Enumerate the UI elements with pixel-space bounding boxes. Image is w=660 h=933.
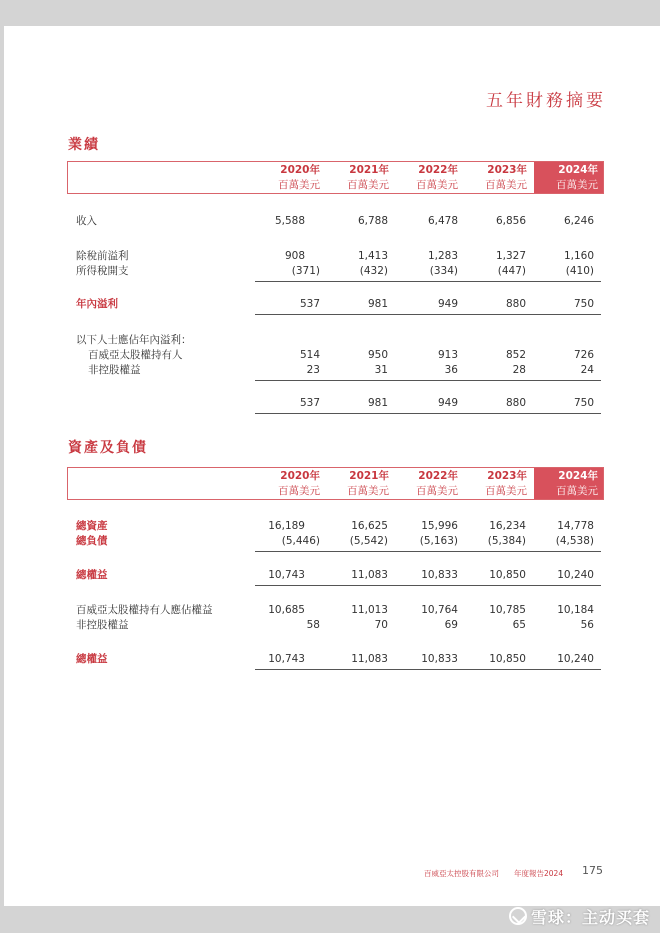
cell: 15,996: [421, 520, 458, 532]
cell: 1,413: [357, 250, 388, 262]
cell: 949: [437, 397, 458, 409]
cell: 36: [444, 364, 458, 376]
table-row: [4, 618, 660, 633]
table-row: [4, 363, 660, 378]
cell: 950: [367, 349, 388, 361]
cell: (4,538): [555, 535, 594, 547]
section-title-results: 業績: [68, 137, 100, 153]
table-row: [4, 214, 660, 229]
results-column-header: [67, 161, 604, 194]
cell: 24: [580, 364, 594, 376]
table-row: [4, 249, 660, 264]
cell: 10,785: [489, 604, 526, 616]
row-label: 百威亞太股權持有人應佔權益: [76, 604, 213, 616]
cell: 10,184: [557, 604, 594, 616]
table-row: [4, 652, 660, 667]
total-line: [255, 585, 601, 586]
cell: 750: [573, 298, 594, 310]
cell: 537: [299, 298, 320, 310]
page-number: 175: [582, 864, 603, 877]
cell: 750: [573, 397, 594, 409]
cell: 10,743: [268, 569, 305, 581]
cell: 6,788: [357, 215, 388, 227]
cell: 10,833: [421, 569, 458, 581]
col-header-2020: 2020年 百萬美元: [278, 470, 320, 497]
cell: 1,160: [563, 250, 594, 262]
cell: 6,246: [563, 215, 594, 227]
cell: 514: [299, 349, 320, 361]
subtotal-line: [255, 380, 601, 381]
cell: 14,778: [557, 520, 594, 532]
cell: 10,850: [489, 653, 526, 665]
col-header-2020: 2020年 百萬美元: [278, 164, 320, 191]
cell: 69: [444, 619, 458, 631]
cell: 70: [374, 619, 388, 631]
col-header-2021: 2021年 百萬美元: [347, 470, 389, 497]
cell: 10,850: [489, 569, 526, 581]
footer-report: 年度報告2024: [514, 869, 564, 878]
subtotal-line: [255, 281, 601, 282]
col-header-2023: 2023年 百萬美元: [485, 164, 527, 191]
col-header-2023: 2023年 百萬美元: [485, 470, 527, 497]
cell: 1,283: [427, 250, 458, 262]
row-label: 非控股權益: [76, 619, 129, 631]
cell: 852: [505, 349, 526, 361]
cell: 16,625: [351, 520, 388, 532]
col-header-2022: 2022年 百萬美元: [416, 164, 458, 191]
table-row: [4, 603, 660, 618]
cell: 31: [374, 364, 388, 376]
cell: (334): [429, 265, 458, 277]
table-row: [4, 519, 660, 534]
cell: 28: [512, 364, 526, 376]
cell: 5,588: [274, 215, 305, 227]
section-title-assets-liabilities: 資產及負債: [68, 440, 148, 456]
total-line: [255, 314, 601, 315]
snowball-logo-icon: [509, 907, 527, 925]
col-header-2021: 2021年 百萬美元: [347, 164, 389, 191]
cell: 981: [367, 298, 388, 310]
cell: 23: [306, 364, 320, 376]
cell: 56: [580, 619, 594, 631]
cell: 10,240: [557, 569, 594, 581]
table-row: [4, 333, 660, 348]
page-title: 五年財務摘要: [486, 91, 606, 111]
table-row: [4, 297, 660, 312]
table-row: [4, 348, 660, 363]
cell: (447): [497, 265, 526, 277]
row-label: 總負債: [76, 535, 108, 547]
row-label: 非控股權益: [88, 364, 141, 376]
row-label: 總權益: [76, 653, 108, 665]
cell: (5,384): [487, 535, 526, 547]
table-row: [4, 264, 660, 279]
col-header-2024: 2024年 百萬美元: [534, 162, 603, 193]
table-row: [4, 534, 660, 549]
cell: (432): [359, 265, 388, 277]
cell: (410): [565, 265, 594, 277]
row-label: 年內溢利: [76, 298, 118, 310]
cell: 537: [299, 397, 320, 409]
row-label: 收入: [76, 215, 97, 227]
assets-column-header: [67, 467, 604, 500]
cell: 58: [306, 619, 320, 631]
cell: 10,764: [421, 604, 458, 616]
row-label: 所得稅開支: [76, 265, 129, 277]
cell: 726: [573, 349, 594, 361]
footer-company: 百威亞太控股有限公司: [424, 869, 499, 878]
report-page: [4, 26, 660, 906]
watermark: [509, 905, 650, 927]
cell: (5,542): [349, 535, 388, 547]
watermark-text: 雪球：主动买套: [530, 907, 650, 927]
cell: 10,743: [268, 653, 305, 665]
cell: (371): [291, 265, 320, 277]
cell: 1,327: [495, 250, 526, 262]
cell: 11,013: [351, 604, 388, 616]
cell: 65: [512, 619, 526, 631]
cell: 913: [437, 349, 458, 361]
cell: 6,856: [495, 215, 526, 227]
cell: 981: [367, 397, 388, 409]
cell: 880: [505, 298, 526, 310]
cell: 908: [284, 250, 305, 262]
subtotal-line: [255, 551, 601, 552]
row-label: 總權益: [76, 569, 108, 581]
cell: 6,478: [427, 215, 458, 227]
cell: (5,163): [419, 535, 458, 547]
cell: 949: [437, 298, 458, 310]
col-header-2024: 2024年 百萬美元: [534, 468, 603, 499]
total-line: [255, 413, 601, 414]
cell: 10,685: [268, 604, 305, 616]
row-label: 以下人士應佔年內溢利：: [76, 334, 192, 346]
cell: 16,189: [268, 520, 305, 532]
cell: 880: [505, 397, 526, 409]
cell: 11,083: [351, 653, 388, 665]
cell: 10,833: [421, 653, 458, 665]
row-label: 除稅前溢利: [76, 250, 129, 262]
row-label: 總資產: [76, 520, 108, 532]
row-label: 百威亞太股權持有人: [88, 349, 183, 361]
cell: 16,234: [489, 520, 526, 532]
col-header-2022: 2022年 百萬美元: [416, 470, 458, 497]
cell: 10,240: [557, 653, 594, 665]
cell: (5,446): [281, 535, 320, 547]
total-line: [255, 669, 601, 670]
table-row: [4, 568, 660, 583]
table-row: [4, 396, 660, 411]
cell: 11,083: [351, 569, 388, 581]
